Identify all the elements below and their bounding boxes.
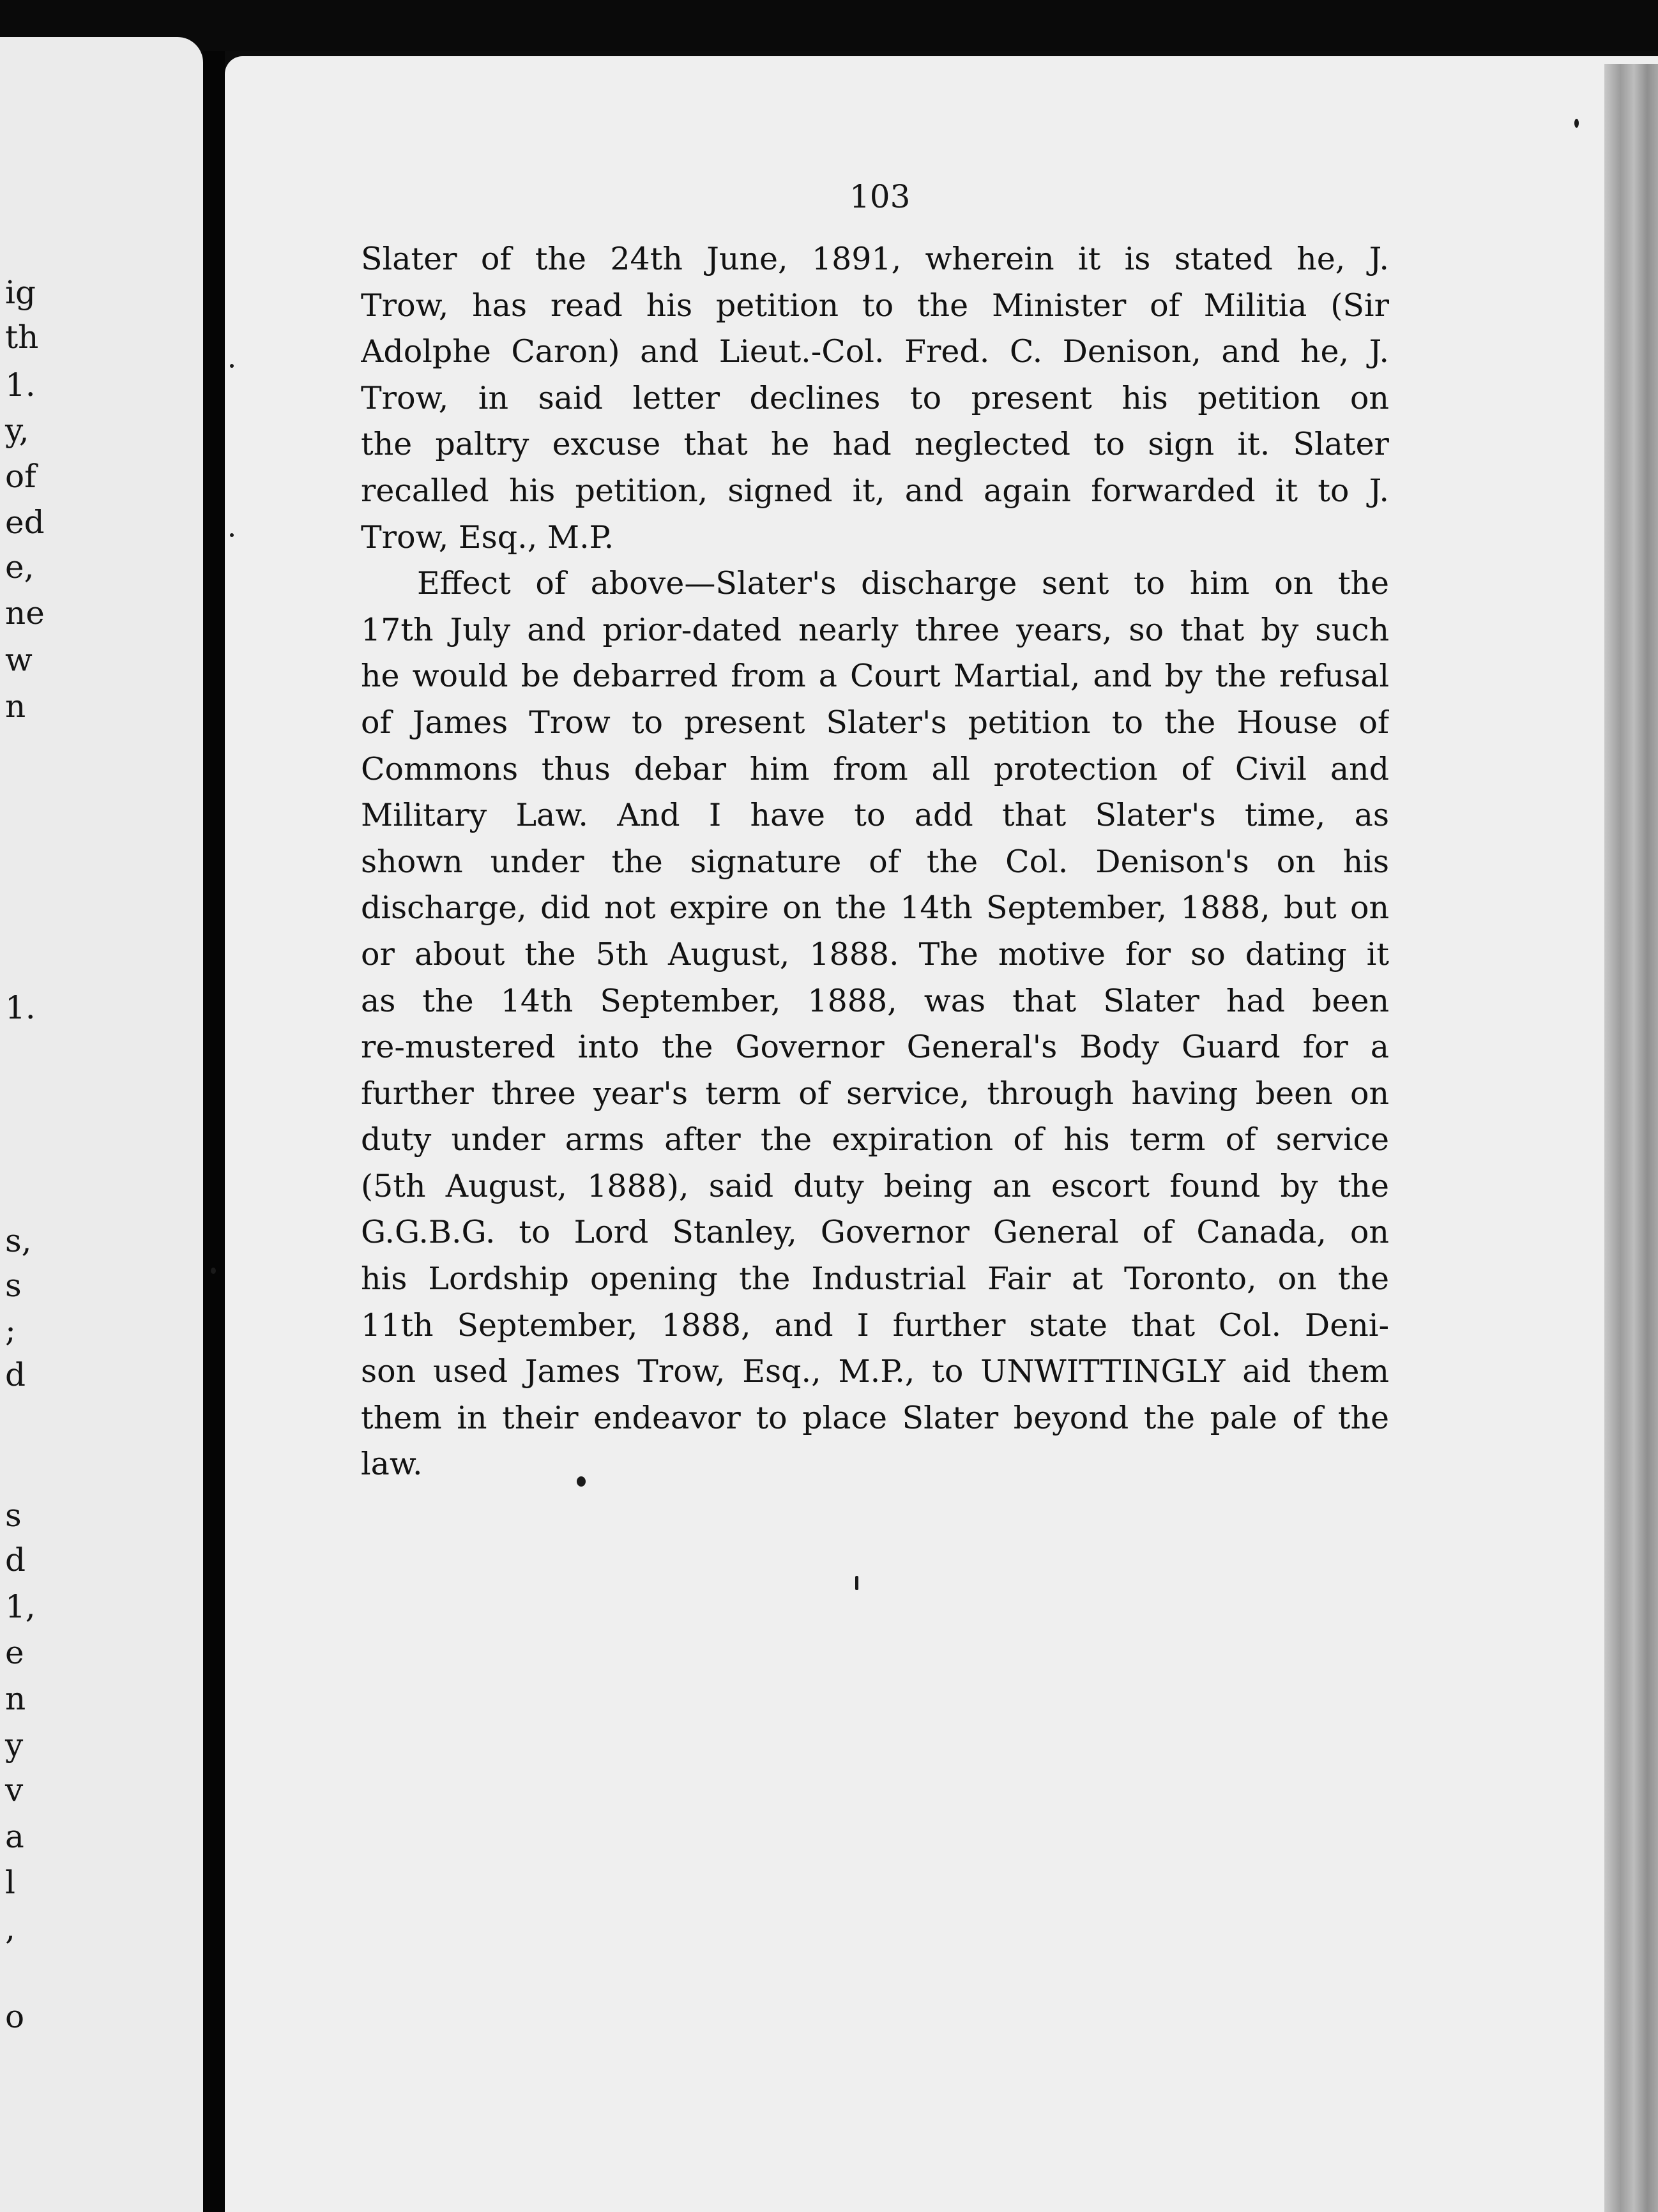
paragraph-2 [361,561,1389,1488]
left-fragment: d [5,1356,26,1393]
left-fragment: ; [5,1312,16,1349]
ink-speck [1574,119,1579,128]
ink-speck [230,533,234,537]
text-line: them in their endeavor to place Slater beyond the pale of the [361,1399,1389,1436]
text-line: of James Trow to present Slater's petition to the House of [361,704,1389,741]
text-line: discharge, did not expire on the 14th September, 1888, but on [361,890,1389,927]
text-line: the paltry excuse that he had neglected to sign it. Slater [361,426,1389,463]
text-line: Adolphe Caron) and Lieut.-Col. Fred. C. Denison, and he, J. [361,333,1389,370]
left-fragment: of [5,458,36,495]
text-line: or about the 5th August, 1888. The motive for so dating it [361,936,1389,973]
left-fragment: s, [5,1222,32,1259]
left-fragment: n [5,688,26,725]
left-fragment: v [5,1771,24,1808]
text-line: further three year's term of service, through having been on [361,1075,1389,1112]
left-fragment: th [5,319,39,356]
left-fragment: s [5,1497,22,1534]
left-fragment: ne [5,595,45,632]
text-line: shown under the signature of the Col. Denison's on his [361,843,1389,880]
ink-speck [211,1268,216,1274]
ink-speck [230,364,234,368]
text-line: he would be debarred from a Court Martial, and by the refusal [361,658,1389,695]
left-page-text-fragments [5,37,197,2212]
left-fragment: 1. [5,989,36,1026]
left-fragment: , [5,1910,15,1947]
text-line: Trow, Esq., M.P. [361,519,614,556]
left-fragment: y, [5,412,29,449]
left-fragment: y [5,1727,24,1764]
left-fragment: n [5,1680,26,1717]
facing-left-page [0,37,203,2212]
left-fragment: ed [5,504,45,541]
left-fragment: e [5,1634,24,1671]
text-line: Military Law. And I have to add that Slater's time, as [361,797,1389,834]
page-edge-stack [1604,64,1658,2212]
left-fragment: 1, [5,1588,36,1625]
page-body-text [361,236,1389,1488]
ink-speck [577,1476,586,1487]
book-gutter [203,51,225,2212]
text-line: G.G.B.G. to Lord Stanley, Governor General of Canada, on [361,1214,1389,1251]
text-line: re-mustered into the Governor General's Body Guard for a [361,1029,1389,1066]
page-number: 103 [849,178,911,215]
ink-speck [855,1576,858,1590]
left-fragment: 1. [5,367,36,404]
paragraph-1 [361,236,1389,561]
scan-top-border [0,0,1658,51]
text-line: law. [361,1446,423,1483]
text-line: Trow, has read his petition to the Minister of Militia (Sir [361,287,1389,324]
left-fragment: w [5,641,33,678]
left-fragment: s [5,1267,22,1304]
left-fragment: d [5,1542,26,1579]
text-line: Commons thus debar him from all protection of Civil and [361,750,1389,787]
text-line: son used James Trow, Esq., M.P., to UNWITTINGLY aid them [361,1353,1389,1390]
left-fragment: ig [5,274,36,311]
left-fragment: a [5,1818,24,1855]
text-line: 17th July and prior-dated nearly three years, so that by such [361,611,1389,648]
text-line: his Lordship opening the Industrial Fair at Toronto, on the [361,1261,1389,1298]
left-fragment: e, [5,549,34,586]
left-fragment: l [5,1864,15,1901]
text-line: Effect of above—Slater's discharge sent to him on the [417,565,1389,602]
left-fragment: o [5,1998,25,2035]
text-line: duty under arms after the expiration of his term of service [361,1121,1389,1158]
text-line: Trow, in said letter declines to present his petition on [361,379,1389,416]
text-line: (5th August, 1888), said duty being an escort found by the [361,1167,1389,1204]
text-line: Slater of the 24th June, 1891, wherein it is stated he, J. [361,241,1389,277]
text-line: as the 14th September, 1888, was that Slater had been [361,982,1389,1019]
text-line: recalled his petition, signed it, and again forwarded it to J. [361,472,1389,509]
text-line: 11th September, 1888, and I further state that Col. Deni- [361,1307,1389,1344]
